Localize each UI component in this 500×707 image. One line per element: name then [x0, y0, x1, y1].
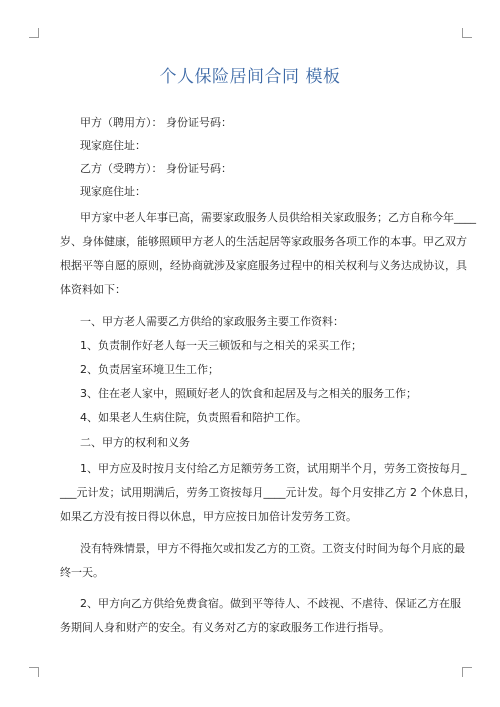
intro-paragraph-line: 岁、身体健康，能够照顾甲方老人的生活起居等家政服务各项工作的本事。甲乙双方 [60, 235, 467, 248]
crop-mark-top-left [29, 28, 39, 38]
section-one-item: 3、住在老人家中，照顾好老人的饮食和起居及与之相关的服务工作； [80, 387, 417, 400]
party-b-line: 乙方（受聘方）： 身份证号码： [80, 162, 232, 175]
section-one-item: 1、负责制作好老人每一天三顿饭和与之相关的采买工作； [80, 339, 362, 352]
lodging-paragraph-line: 2、甲方向乙方供给免费食宿。做到平等待人、不歧视、不虐待、保证乙方在服 [80, 597, 461, 610]
section-one-heading: 一、甲方老人需要乙方供给的家政服务主要工作资料： [80, 315, 344, 328]
intro-paragraph-line: 体资料如下： [60, 283, 126, 296]
intro-paragraph-line: 根据平等自愿的原则，经协商就涉及家庭服务过程中的相关权利与义务达成协议，具 [60, 259, 467, 272]
section-two-paragraph-line: 1、甲方应及时按月支付给乙方足额劳务工资，试用期半个月，劳务工资按每月_ [80, 462, 467, 475]
section-two-paragraph-line: 如果乙方没有按日得以休息，甲方应按日加倍计发劳务工资。 [60, 510, 357, 523]
crop-mark-bottom-left [29, 667, 39, 677]
section-one-item: 2、负责居室环境卫生工作； [80, 363, 219, 376]
party-a-line: 甲方（聘用方）： 身份证号码： [80, 116, 232, 129]
party-b-address: 现家庭住址： [80, 185, 146, 198]
lodging-paragraph-line: 务期间人身和财产的安全。有义务对乙方的家政服务工作进行指导。 [60, 621, 390, 634]
intro-paragraph-line: 甲方家中老人年事已高，需要家政服务人员供给相关家政服务；乙方自称今年____ [80, 211, 476, 224]
crop-mark-bottom-right [462, 667, 472, 677]
wage-paragraph-line: 没有特殊情景，甲方不得拖欠或扣发乙方的工资。工资支付时间为每个月底的最 [80, 542, 465, 555]
crop-mark-top-right [462, 28, 472, 38]
document-title: 个人保险居间合同 模板 [159, 67, 341, 87]
section-two-paragraph-line: ___元计发；试用期满后，劳务工资按每月____元计发。每个月安排乙方 2 个休息日， [60, 486, 476, 499]
party-a-address: 现家庭住址： [80, 139, 146, 152]
wage-paragraph-line: 终一天。 [60, 566, 104, 579]
section-one-item: 4、如果老人生病住院，负责照看和陪护工作。 [80, 411, 307, 424]
section-two-heading: 二、甲方的权利和义务 [80, 436, 190, 449]
